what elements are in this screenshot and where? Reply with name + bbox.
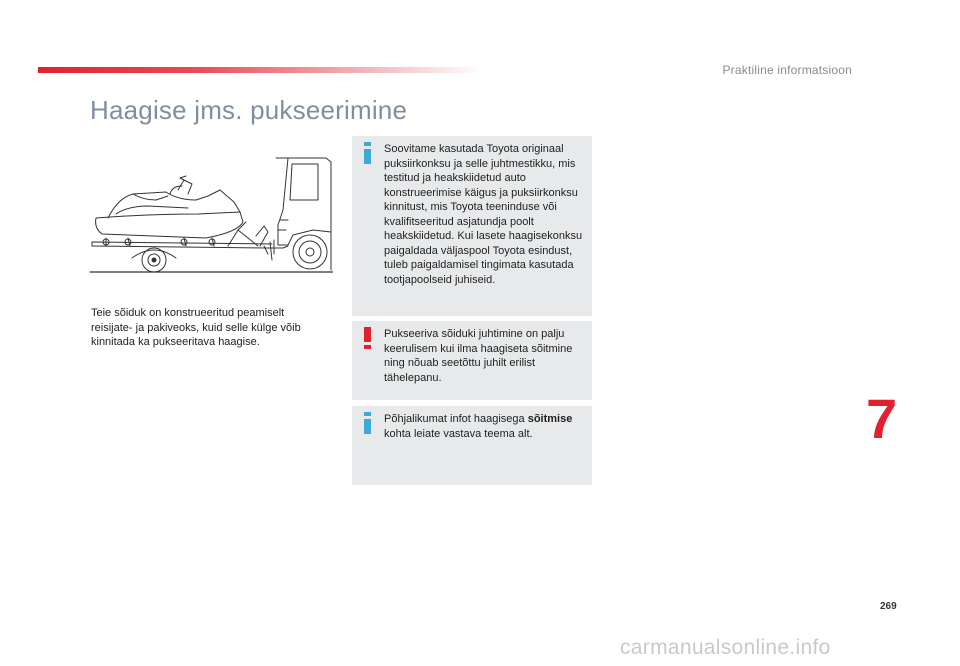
warning-icon	[364, 327, 372, 349]
page-number: 269	[880, 601, 897, 612]
info-box-reference	[352, 406, 592, 485]
info-box-recommendation	[352, 136, 592, 316]
box-text: Põhjalikumat infot haagisega sõitmise kohta leiate vastava teema alt.	[384, 413, 573, 440]
info-icon	[364, 142, 372, 164]
box-text: Soovitame kasutada Toyota originaal puksiirkonksu ja selle juhtmestikku, mis testitud ja heakskiidetud auto konstrueerimise käigus ja puksiirkonksu kinnitust, mis Toyota teeninduse või kvalifitseeritud asjatundja poolt heakskiidetud. Kui lasete haagisekonksu paigaldada väljaspool Toyota esindust, tuleb paigaldamisel tingimata kasutada tootjapoolseid juhiseid.	[384, 143, 583, 286]
watermark: carmanualsonline.info	[620, 636, 831, 659]
page-heading: Haagise jms. pukseerimine	[90, 95, 408, 125]
warning-box-driving	[352, 321, 592, 400]
bold-term: sõitmise	[527, 413, 573, 425]
jet-ski-trailer-illustration	[88, 150, 333, 275]
header-accent-bar	[38, 67, 483, 73]
box-text: Pukseeriva sõiduki juhtimine on palju keerulisem kui ilma haagiseta sõitmine ning nõuab seetõttu juhilt erilist tähelepanu.	[384, 328, 573, 384]
intro-text: Teie sõiduk on konstrueeritud peamiselt reisijate- ja pakiveoks, kuid selle külge võib kinnitada ka pukseeritava haagise.	[91, 307, 301, 348]
info-icon	[364, 412, 372, 434]
chapter-number: 7	[866, 387, 898, 450]
section-title: Praktiline informatsioon	[722, 63, 852, 77]
